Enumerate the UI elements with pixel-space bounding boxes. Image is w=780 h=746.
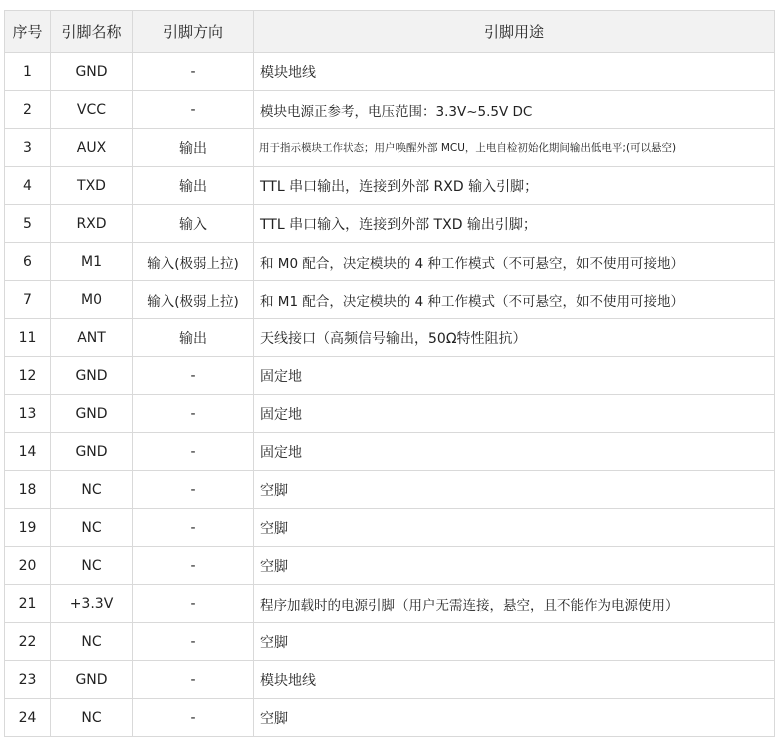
pin-name: NC <box>51 547 133 585</box>
pin-direction: - <box>133 585 254 623</box>
table-row <box>5 91 775 129</box>
pin-direction: - <box>133 91 254 129</box>
pin-direction: - <box>133 357 254 395</box>
table-row <box>5 167 775 205</box>
pin-direction: - <box>133 433 254 471</box>
pin-number: 20 <box>5 547 51 585</box>
pin-number: 23 <box>5 661 51 699</box>
pin-usage: TTL 串口输出，连接到外部 RXD 输入引脚； <box>254 167 775 205</box>
pin-name: VCC <box>51 91 133 129</box>
pin-direction: - <box>133 699 254 737</box>
table-row <box>5 699 775 737</box>
table-row <box>5 433 775 471</box>
pin-name: GND <box>51 53 133 91</box>
header-row <box>5 11 775 53</box>
header-pin-usage: 引脚用途 <box>254 11 775 53</box>
pin-number: 2 <box>5 91 51 129</box>
pin-number: 22 <box>5 623 51 661</box>
pin-name: M0 <box>51 281 133 319</box>
pin-usage: TTL 串口输入，连接到外部 TXD 输出引脚； <box>254 205 775 243</box>
pin-usage: 和 M1 配合，决定模块的 4 种工作模式（不可悬空，如不使用可接地） <box>254 281 775 319</box>
pin-usage: 模块电源正参考，电压范围：3.3V~5.5V DC <box>254 91 775 129</box>
table-row <box>5 319 775 357</box>
pin-number: 7 <box>5 281 51 319</box>
pin-number: 1 <box>5 53 51 91</box>
pin-direction: - <box>133 547 254 585</box>
pin-number: 18 <box>5 471 51 509</box>
pin-usage: 空脚 <box>254 471 775 509</box>
table-row <box>5 205 775 243</box>
pin-usage: 空脚 <box>254 547 775 585</box>
pin-usage: 和 M0 配合，决定模块的 4 种工作模式（不可悬空，如不使用可接地） <box>254 243 775 281</box>
pin-direction: - <box>133 623 254 661</box>
table-row <box>5 585 775 623</box>
pin-usage: 用于指示模块工作状态；用户唤醒外部 MCU，上电自检初始化期间输出低电平;(可以悬空) <box>254 129 775 167</box>
pin-number: 24 <box>5 699 51 737</box>
pin-name: NC <box>51 509 133 547</box>
pin-direction: - <box>133 471 254 509</box>
pin-definition-table <box>4 10 775 737</box>
table-header <box>5 11 775 53</box>
pin-name: GND <box>51 357 133 395</box>
pin-direction: 输入(极弱上拉) <box>133 243 254 281</box>
pin-direction: 输出 <box>133 167 254 205</box>
pin-usage: 空脚 <box>254 623 775 661</box>
table-row <box>5 243 775 281</box>
pin-name: TXD <box>51 167 133 205</box>
pin-usage: 空脚 <box>254 509 775 547</box>
table-body <box>5 53 775 737</box>
pin-direction: - <box>133 509 254 547</box>
pin-usage: 天线接口（高频信号输出，50Ω特性阻抗） <box>254 319 775 357</box>
pin-usage: 固定地 <box>254 433 775 471</box>
table-row <box>5 357 775 395</box>
pin-usage: 程序加载时的电源引脚（用户无需连接，悬空，且不能作为电源使用） <box>254 585 775 623</box>
header-number: 序号 <box>5 11 51 53</box>
pin-number: 13 <box>5 395 51 433</box>
table-row <box>5 471 775 509</box>
pin-name: M1 <box>51 243 133 281</box>
pin-usage: 模块地线 <box>254 661 775 699</box>
pin-direction: 输出 <box>133 129 254 167</box>
pin-number: 14 <box>5 433 51 471</box>
pin-name: AUX <box>51 129 133 167</box>
table-row <box>5 623 775 661</box>
pin-direction: - <box>133 661 254 699</box>
pin-number: 3 <box>5 129 51 167</box>
pin-number: 19 <box>5 509 51 547</box>
pin-name: NC <box>51 623 133 661</box>
table-row <box>5 547 775 585</box>
table-row <box>5 509 775 547</box>
pin-name: +3.3V <box>51 585 133 623</box>
pin-usage: 固定地 <box>254 357 775 395</box>
pin-name: RXD <box>51 205 133 243</box>
pin-number: 5 <box>5 205 51 243</box>
pin-name: NC <box>51 699 133 737</box>
pin-direction: 输入(极弱上拉) <box>133 281 254 319</box>
table-row <box>5 281 775 319</box>
table-row <box>5 53 775 91</box>
pin-number: 4 <box>5 167 51 205</box>
header-pin-name: 引脚名称 <box>51 11 133 53</box>
pin-name: GND <box>51 395 133 433</box>
pin-direction: - <box>133 395 254 433</box>
pin-name: GND <box>51 433 133 471</box>
header-pin-direction: 引脚方向 <box>133 11 254 53</box>
pin-number: 11 <box>5 319 51 357</box>
pin-name: GND <box>51 661 133 699</box>
pin-usage: 空脚 <box>254 699 775 737</box>
pin-number: 21 <box>5 585 51 623</box>
pin-usage: 固定地 <box>254 395 775 433</box>
pin-direction: 输入 <box>133 205 254 243</box>
pin-direction: - <box>133 53 254 91</box>
pin-name: NC <box>51 471 133 509</box>
table-row <box>5 395 775 433</box>
pin-direction: 输出 <box>133 319 254 357</box>
table-row <box>5 661 775 699</box>
table-row <box>5 129 775 167</box>
pin-number: 6 <box>5 243 51 281</box>
pin-name: ANT <box>51 319 133 357</box>
pin-number: 12 <box>5 357 51 395</box>
pin-usage: 模块地线 <box>254 53 775 91</box>
